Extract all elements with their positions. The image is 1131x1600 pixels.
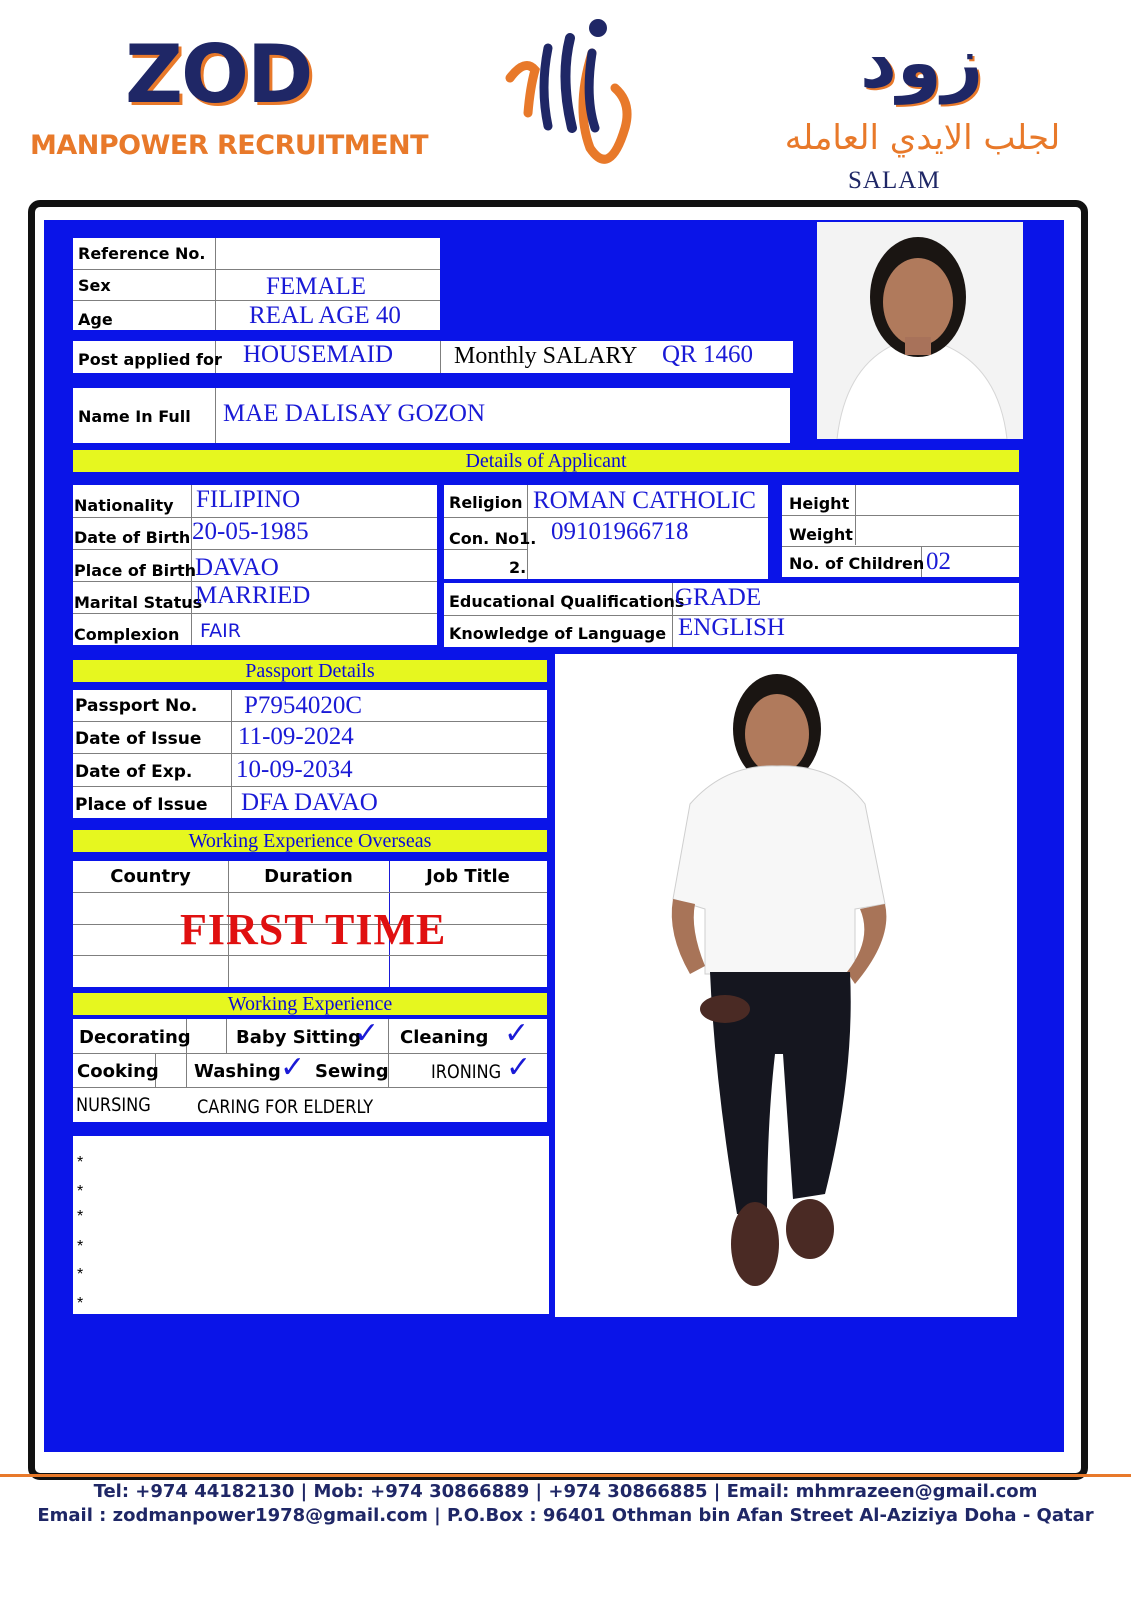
skill-washing: Washing <box>194 1061 281 1082</box>
footer-divider <box>0 1474 1131 1477</box>
skill-baby-sitting: Baby Sitting <box>236 1027 361 1048</box>
weight-label: Weight <box>789 525 853 544</box>
contact1-label: Con. No1. <box>449 529 537 548</box>
note-bullet: * <box>77 1154 84 1171</box>
col-duration: Duration <box>264 866 353 887</box>
dob-label: Date of Birth <box>74 528 191 547</box>
note-bullet: * <box>77 1238 84 1255</box>
arabic-tagline: لجلب الايدي العامله <box>784 118 1061 158</box>
footer-contact-line: Tel: +974 44182130 | Mob: +974 30866889 | +974 30866885 | Email: mhmrazeen@gmail.com <box>93 1481 1038 1502</box>
skill-ironing: IRONING <box>431 1061 502 1083</box>
religion-label: Religion <box>449 493 523 512</box>
reference-label: Reference No. <box>78 244 206 263</box>
marital-label: Marital Status <box>74 593 203 612</box>
note-bullet: * <box>77 1295 84 1312</box>
applicant-full-photo <box>555 654 1017 1317</box>
note-bullet: * <box>77 1208 84 1225</box>
dob-value: 20-05-1985 <box>192 518 309 545</box>
passport-number-label: Passport No. <box>75 696 198 716</box>
applicant-portrait <box>817 222 1023 439</box>
education-value: GRADE <box>675 584 762 611</box>
passport-heading: Passport Details <box>73 660 547 682</box>
name-label: Name In Full <box>78 407 191 426</box>
company-logo <box>0 0 1131 200</box>
cleaning-check-icon: ✓ <box>504 1016 530 1051</box>
brand-name: ZOD <box>125 28 312 121</box>
agent-name: SALAM <box>848 167 941 194</box>
age-label: Age <box>78 310 113 329</box>
passport-number-value: P7954020C <box>244 692 363 719</box>
salary-value: QR 1460 <box>662 341 753 368</box>
education-label: Educational Qualifications <box>449 592 685 611</box>
marital-value: MARRIED <box>195 582 311 609</box>
details-heading: Details of Applicant <box>73 450 1019 472</box>
pob-value: DAVAO <box>195 554 279 581</box>
col-country: Country <box>110 866 191 887</box>
language-value: ENGLISH <box>678 614 785 641</box>
complexion-label: Complexion <box>74 625 180 644</box>
issue-date-label: Date of Issue <box>75 729 202 749</box>
skill-caring-elderly: CARING FOR ELDERLY <box>197 1096 374 1118</box>
issue-date-value: 11-09-2024 <box>238 723 354 750</box>
place-issue-value: DFA DAVAO <box>241 789 378 816</box>
exp-date-label: Date of Exp. <box>75 762 193 782</box>
col-job-title: Job Title <box>426 866 510 887</box>
note-bullet: * <box>77 1266 84 1283</box>
logo-emblem <box>500 8 640 183</box>
sex-value: FEMALE <box>266 273 366 300</box>
first-time-stamp: FIRST TIME <box>180 905 447 954</box>
notes-box <box>73 1136 549 1314</box>
post-label: Post applied for <box>78 350 222 369</box>
skill-cleaning: Cleaning <box>400 1027 489 1048</box>
nationality-label: Nationality <box>74 496 174 515</box>
children-value: 02 <box>926 548 951 575</box>
overseas-heading: Working Experience Overseas <box>73 830 547 852</box>
skill-cooking: Cooking <box>77 1061 159 1082</box>
children-label: No. of Children <box>789 554 925 573</box>
complexion-value: FAIR <box>200 620 241 642</box>
salary-label: Monthly SALARY <box>454 343 638 369</box>
ironing-check-icon: ✓ <box>506 1050 532 1085</box>
skill-nursing: NURSING <box>76 1094 151 1116</box>
post-value: HOUSEMAID <box>243 341 393 368</box>
note-bullet: * <box>77 1183 84 1200</box>
arabic-brand: زود <box>860 20 984 104</box>
place-issue-label: Place of Issue <box>75 795 208 815</box>
sex-label: Sex <box>78 276 111 295</box>
height-label: Height <box>789 494 850 513</box>
language-label: Knowledge of Language <box>449 624 667 643</box>
pob-label: Place of Birth <box>74 561 197 580</box>
religion-value: ROMAN CATHOLIC <box>533 487 756 514</box>
baby-sitting-check-icon: ✓ <box>354 1016 380 1051</box>
skill-decorating: Decorating <box>79 1027 191 1048</box>
name-value: MAE DALISAY GOZON <box>223 400 486 427</box>
exp-date-value: 10-09-2034 <box>236 756 353 783</box>
brand-tagline: MANPOWER RECRUITMENT <box>30 130 429 161</box>
contact2-label: 2. <box>509 558 527 577</box>
nationality-value: FILIPINO <box>196 486 301 513</box>
contact1-value: 09101966718 <box>551 518 689 545</box>
skills-heading: Working Experience <box>73 993 547 1015</box>
skill-sewing: Sewing <box>315 1061 389 1082</box>
footer-address-line: Email : zodmanpower1978@gmail.com | P.O.Box : 96401 Othman bin Afan Street Al-Aziziya Doha - Qatar <box>37 1505 1094 1526</box>
age-value: REAL AGE 40 <box>249 302 401 329</box>
washing-check-icon: ✓ <box>280 1050 306 1085</box>
